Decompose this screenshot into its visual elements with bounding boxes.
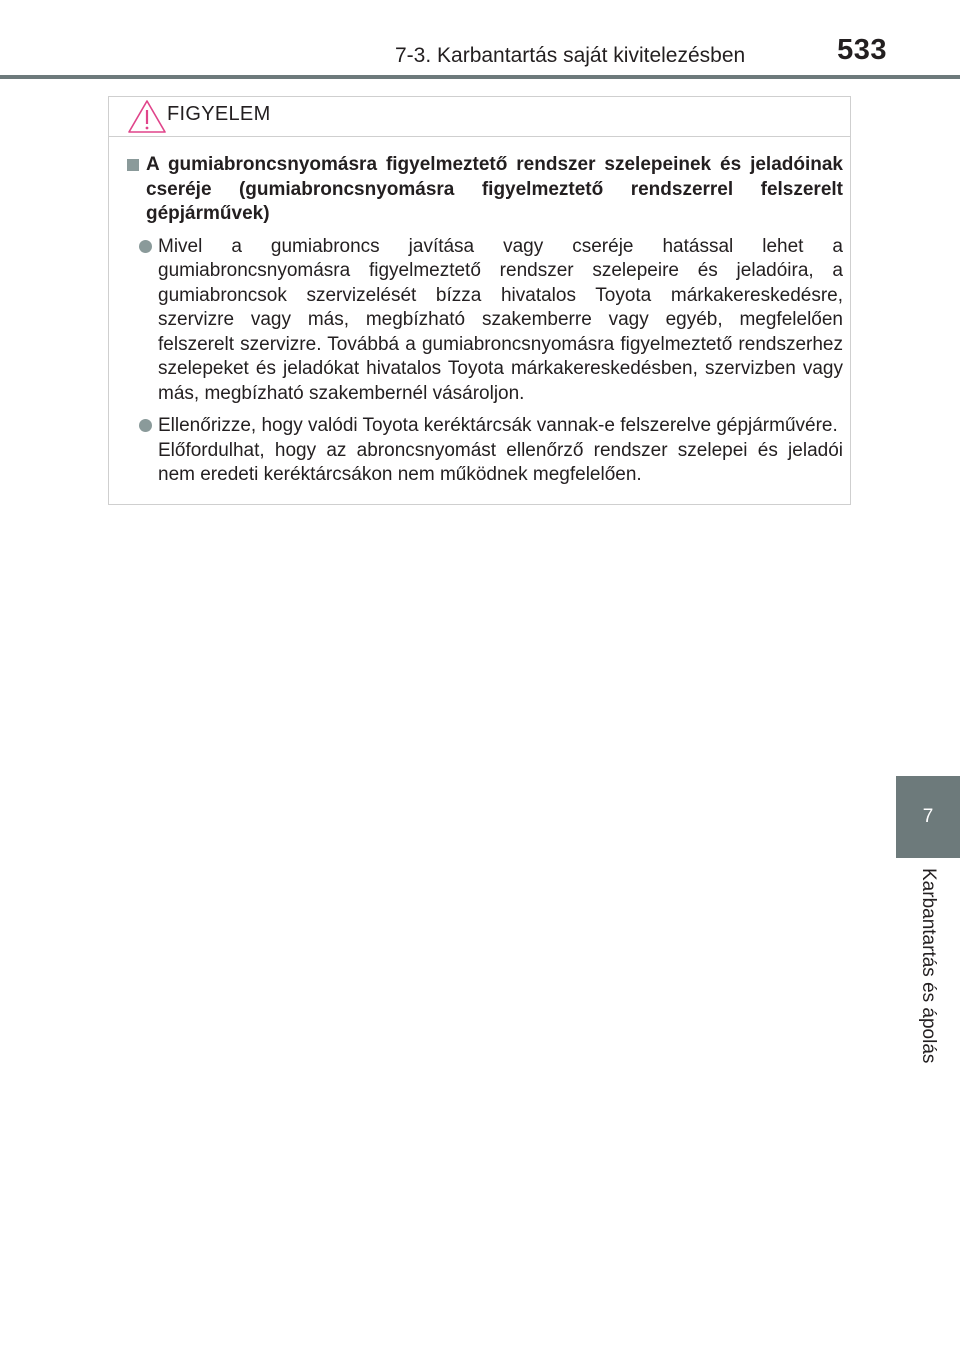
- round-bullet-icon: [139, 240, 152, 253]
- chapter-label-text: Karbantartás és ápolás: [918, 868, 939, 1064]
- list-item: [139, 235, 843, 407]
- square-bullet-icon: [127, 159, 139, 171]
- section-heading: [127, 153, 843, 227]
- caution-box: [108, 96, 851, 505]
- header-section-title: 7-3. Karbantartás saját kivitelezésben: [395, 44, 746, 67]
- list-item-text: Ellenőrizze, hogy valódi Toyota keréktárcsák vannak-e felszerelve gépjárművére.: [158, 415, 838, 436]
- caution-header: [109, 97, 850, 137]
- section-heading-text: A gumiabroncsnyomásra figyelmeztető rendszer szelepeinek és jeladóinak cseréje (gumiabroncsnyomásra figyelmeztető rendszerrel felszerelt gépjárművek): [146, 154, 843, 224]
- caution-title: FIGYELEM: [167, 103, 271, 125]
- header-rule: [0, 75, 960, 79]
- chapter-number: 7: [922, 806, 934, 827]
- warning-triangle-icon: [127, 99, 167, 134]
- chapter-label: [896, 858, 960, 1258]
- chapter-tab: [896, 776, 960, 858]
- list-item-text: Mivel a gumiabroncs javítása vagy cseréje hatással lehet a gumiabroncsnyomásra figyelmeztető rendszer szelepeire és jeladóira, a gumiabroncsok szervizelését bízza hivatalos Toyota márkakereskedésre, szervizre vagy más, megbízható szakemberre vagy egyéb, megfelelően felszerelt szervizre. Továbbá a gumiabroncsnyomásra figyelmeztető rendszerhez szelepeket és jeladókat hivatalos Toyota márkakereskedésben, szervizben vagy más, megbízható szakembernél vásároljon.: [158, 235, 843, 404]
- caution-section: [127, 153, 843, 488]
- round-bullet-icon: [139, 419, 152, 432]
- list-item: [139, 414, 843, 488]
- page-number: 533: [837, 34, 887, 66]
- list-item-text-continued: Előfordulhat, hogy az abroncsnyomást ellenőrző rendszer szelepei és jeladói nem eredeti keréktárcsákon nem működnek megfelelően.: [158, 439, 843, 485]
